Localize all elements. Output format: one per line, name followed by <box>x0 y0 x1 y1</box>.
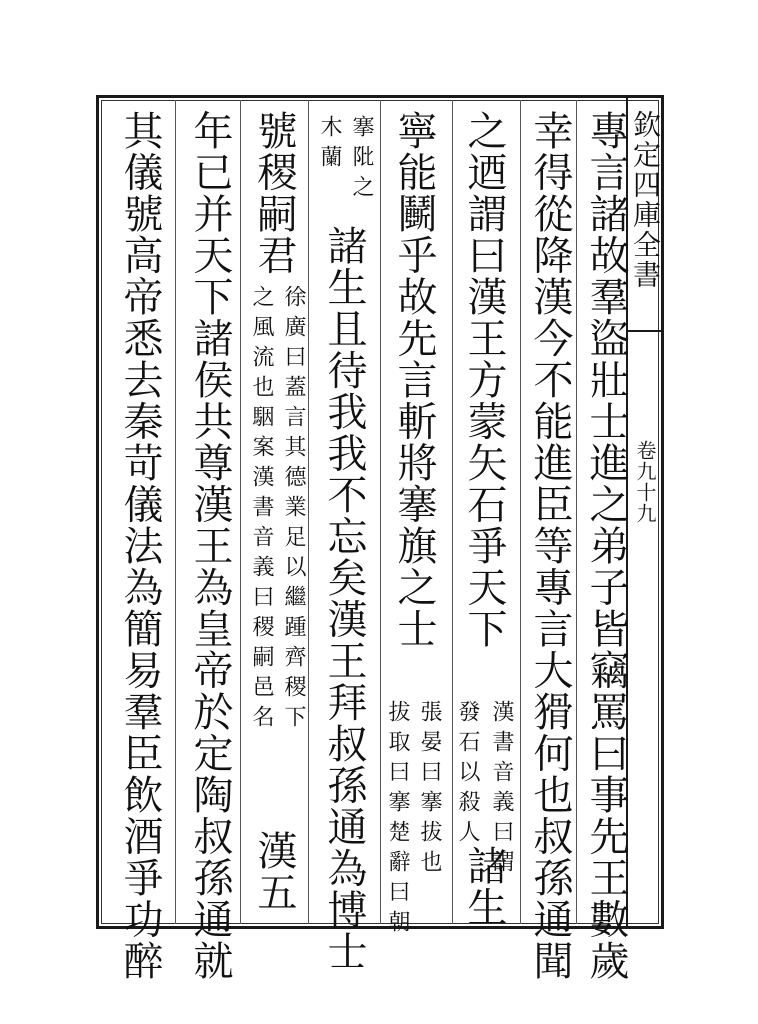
text-column-2: 幸得從降漢今不能進臣等專言大猾何也叔孫通聞 <box>527 110 573 982</box>
column-divider <box>175 100 176 924</box>
text-column-4: 寧能鬭乎故先言斬將搴旗之士 <box>391 110 437 650</box>
column-divider <box>308 100 309 924</box>
annotation-left: 發石以殺人 <box>455 700 480 850</box>
text-column-1: 專言諸故羣盜壯士進之弟子皆竊罵曰事先王數歲 <box>583 110 629 982</box>
annotation-head-right: 搴阰之 <box>349 115 374 205</box>
column-divider <box>380 100 381 924</box>
text-column-5: 諸生且待我我不忘矣漢王拜叔孫通為博士 <box>321 225 367 972</box>
text-column-6: 號稷嗣君 <box>251 110 297 276</box>
annotation-head-left: 木蘭 <box>317 115 342 175</box>
annotation-right: 漢書音義曰謂 <box>489 700 514 880</box>
annotation-right: 張晏曰搴拔也 <box>417 700 442 880</box>
annotation-left: 拔取曰搴楚辭曰朝 <box>385 700 410 940</box>
header-divider <box>626 330 662 332</box>
book-title: 欽定四庫全書 <box>629 110 662 290</box>
annotation-right: 徐廣曰蓋言其德業足以繼踵齊稷下 <box>281 285 306 735</box>
text-column-3: 之迺謂曰漢王方蒙矢石爭天下 <box>461 110 507 650</box>
annotation-left: 之風流也駰案漢書音義曰稷嗣邑名 <box>249 285 274 735</box>
column-divider <box>240 100 241 924</box>
text-column-3-tail: 諸生 <box>461 845 507 928</box>
text-column-6-tail: 漢五 <box>251 830 297 913</box>
text-column-7: 年已并天下諸侯共尊漢王為皇帝於定陶叔孫通就 <box>187 110 233 982</box>
juan-number: 卷九十九 <box>633 440 657 524</box>
text-column-8: 其儀號高帝悉去秦苛儀法為簡易羣臣飲酒爭功醉 <box>117 110 163 982</box>
column-divider <box>576 100 577 924</box>
column-divider <box>520 100 521 924</box>
